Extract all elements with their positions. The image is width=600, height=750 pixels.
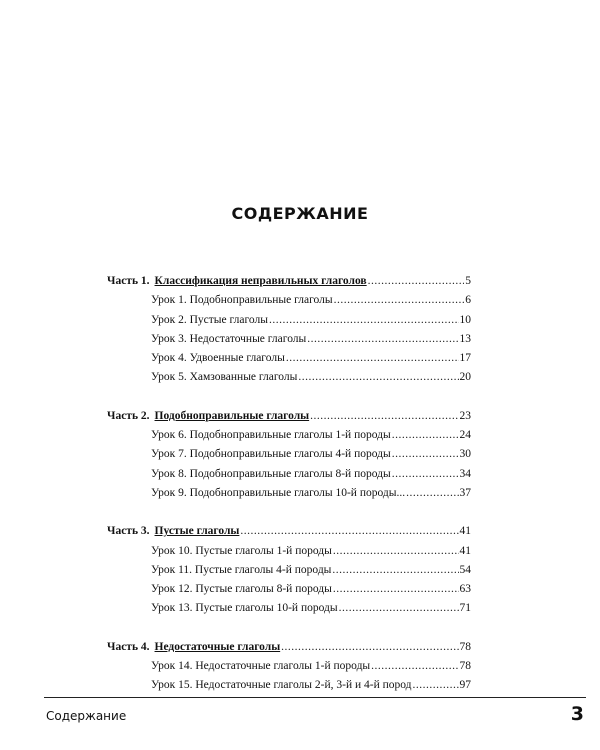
part-label: Часть 4. — [107, 640, 150, 653]
lesson-title: Урок 7. Подобноправильные глаголы 4-й породы — [151, 448, 391, 461]
dot-leader — [392, 426, 459, 445]
page-number: 6 — [465, 294, 471, 307]
lesson-title: Урок 2. Пустые глаголы — [151, 313, 268, 326]
toc-lesson-entry[interactable] — [107, 426, 471, 445]
page-number: 37 — [459, 486, 471, 499]
lesson-title: Урок 11. Пустые глаголы 4-й породы — [151, 563, 332, 576]
toc-lesson-entry[interactable] — [107, 580, 471, 599]
part-label: Часть 3. — [107, 525, 150, 538]
toc-section-1 — [107, 272, 471, 388]
toc-part-entry[interactable] — [107, 272, 471, 291]
lesson-title: Урок 1. Подобноправильные глаголы — [151, 294, 333, 307]
part-label: Часть 2. — [107, 409, 150, 422]
dot-leader — [307, 330, 458, 349]
page-number: 24 — [459, 429, 471, 442]
dot-leader — [406, 484, 458, 503]
table-of-contents — [107, 272, 471, 715]
page-number: 78 — [459, 660, 471, 673]
part-label: Часть 1. — [107, 275, 150, 287]
dot-leader — [286, 349, 459, 368]
toc-lesson-entry[interactable] — [107, 561, 471, 580]
lesson-title: Урок 15. Недостаточные глаголы 2-й, 3-й и 4-й пород — [151, 679, 412, 692]
toc-lesson-entry[interactable] — [107, 311, 471, 330]
dot-leader — [269, 311, 459, 330]
dot-leader — [310, 407, 458, 426]
toc-part-entry[interactable] — [107, 638, 471, 657]
page-number: 13 — [459, 332, 471, 345]
toc-section-4 — [107, 638, 471, 696]
page-number: 34 — [459, 467, 471, 480]
page-number: 20 — [459, 371, 471, 384]
page-number: 97 — [459, 679, 471, 692]
dot-leader — [339, 599, 459, 618]
footer-page-number: 3 — [570, 703, 584, 725]
toc-lesson-entry[interactable] — [107, 542, 471, 561]
dot-leader — [298, 368, 458, 387]
footer-running-title: Содержание — [46, 709, 127, 723]
toc-lesson-entry[interactable] — [107, 349, 471, 368]
dot-leader — [333, 542, 459, 561]
page-title: СОДЕРЖАНИЕ — [231, 204, 369, 223]
toc-lesson-entry[interactable] — [107, 445, 471, 464]
lesson-title: Урок 12. Пустые глаголы 8-й породы — [151, 583, 332, 596]
lesson-title: Урок 9. Подобноправильные глаголы 10-й породы... — [151, 486, 406, 499]
part-title: Подобноправильные глаголы — [154, 409, 310, 422]
page-number: 30 — [459, 448, 471, 461]
lesson-title: Урок 5. Хамзованные глаголы — [151, 371, 298, 384]
dot-leader — [392, 445, 459, 464]
toc-lesson-entry[interactable] — [107, 676, 471, 695]
dot-leader — [371, 657, 458, 676]
lesson-title: Урок 3. Недостаточные глаголы — [151, 332, 307, 345]
page-number: 71 — [459, 602, 471, 615]
dot-leader — [413, 676, 459, 695]
lesson-title: Урок 13. Пустые глаголы 10-й породы — [151, 602, 338, 615]
dot-leader — [281, 638, 458, 657]
page-number: 23 — [459, 409, 471, 422]
part-title: Пустые глаголы — [154, 525, 240, 538]
lesson-title: Урок 8. Подобноправильные глаголы 8-й породы — [151, 467, 391, 480]
dot-leader — [392, 465, 459, 484]
dot-leader — [333, 580, 459, 599]
toc-part-entry[interactable] — [107, 407, 471, 426]
lesson-title: Урок 6. Подобноправильные глаголы 1-й породы — [151, 429, 391, 442]
dot-leader — [368, 272, 465, 291]
page-number: 41 — [459, 525, 471, 538]
dot-leader — [334, 291, 465, 310]
footer-divider — [44, 697, 586, 698]
toc-lesson-entry[interactable] — [107, 599, 471, 618]
dot-leader — [332, 561, 458, 580]
part-title: Классификация неправильных глаголов — [154, 275, 367, 287]
toc-part-entry[interactable] — [107, 522, 471, 541]
dot-leader — [240, 522, 458, 541]
page-number: 41 — [459, 544, 471, 557]
page-number: 54 — [459, 563, 471, 576]
toc-lesson-entry[interactable] — [107, 484, 471, 503]
page-number: 78 — [459, 640, 471, 653]
toc-lesson-entry[interactable] — [107, 291, 471, 310]
toc-lesson-entry[interactable] — [107, 330, 471, 349]
page-number: 17 — [459, 352, 471, 365]
part-title: Недостаточные глаголы — [154, 640, 281, 653]
page-number: 10 — [459, 313, 471, 326]
lesson-title: Урок 4. Удвоенные глаголы — [151, 352, 285, 365]
lesson-title: Урок 14. Недостаточные глаголы 1-й породы — [151, 660, 371, 673]
toc-lesson-entry[interactable] — [107, 465, 471, 484]
page-number: 63 — [459, 583, 471, 596]
toc-lesson-entry[interactable] — [107, 368, 471, 387]
toc-lesson-entry[interactable] — [107, 657, 471, 676]
toc-section-2 — [107, 407, 471, 503]
toc-section-3 — [107, 522, 471, 618]
lesson-title: Урок 10. Пустые глаголы 1-й породы — [151, 544, 332, 557]
page-number: 5 — [465, 275, 471, 287]
